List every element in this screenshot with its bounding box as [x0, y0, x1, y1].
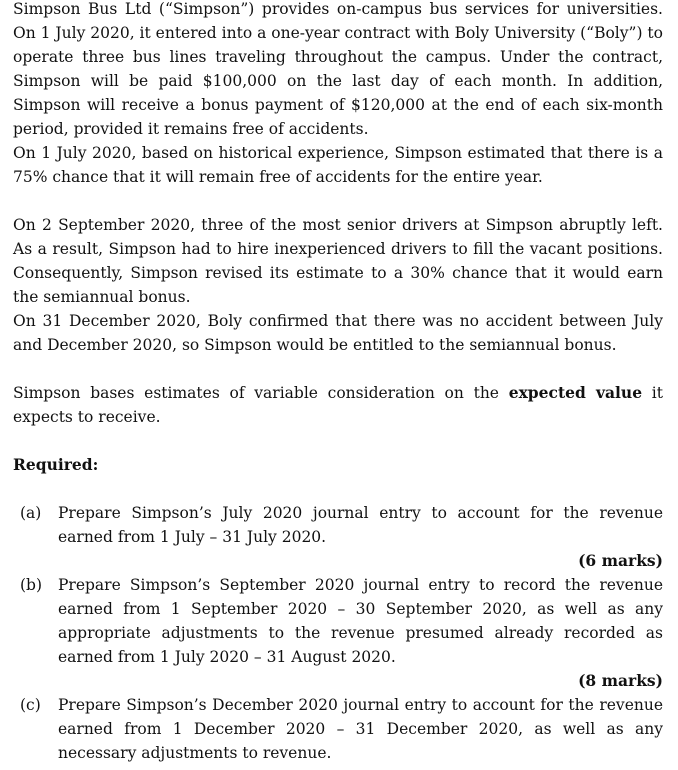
intro-paragraph: Simpson Bus Ltd (“Simpson”) provides on-campus bus services for universities. On 1 July 2020, it entered into a one-year contract with Boly University (“Boly”) to operate three bus lines traveling throughout the campus. Under the contract, Simpson will be paid $100,000 on the last day of each month. In addition, Simpson will receive a bonus payment of $120,000 at the end of each six-month period, provided it remains free of accidents. [13, 0, 663, 138]
question-a-marks: (6 marks) [578, 551, 663, 570]
question-c [13, 693, 663, 765]
expected-value-term: expected value [508, 383, 643, 402]
question-b-marks: (8 marks) [578, 671, 663, 690]
question-text: Prepare Simpson’s July 2020 journal entry to account for the revenue earned from 1 July – 31 July 2020. [58, 504, 663, 546]
expected-value-paragraph [13, 381, 663, 429]
question-text: Prepare Simpson’s September 2020 journal entry to record the revenue earned from 1 September 2020 – 30 September 2020, as well as any appropriate adjustments to the revenue presumed already recorded as earned from 1 July 2020 – 31 August 2020. [58, 576, 663, 666]
question-a [13, 501, 663, 549]
required-heading: Required: [13, 455, 99, 474]
estimate-paragraph: On 1 July 2020, based on historical experience, Simpson estimated that there is a 75% chance that it will remain free of accidents for the entire year. [13, 144, 663, 186]
question-text: Prepare Simpson’s December 2020 journal entry to account for the revenue earned from 1 December 2020 – 31 December 2020, as well as any necessary adjustments to revenue. [58, 696, 663, 762]
drivers-paragraph: On 2 September 2020, three of the most senior drivers at Simpson abruptly left. As a result, Simpson had to hire inexperienced drivers to fill the vacant positions. Consequently, Simpson revised its estimate to a 30% chance that it would earn the semiannual bonus. [13, 216, 663, 306]
question-b [13, 573, 663, 669]
expected-value-text-before: Simpson bases estimates of variable consideration on the [13, 384, 509, 402]
confirmation-paragraph: On 31 December 2020, Boly confirmed that there was no accident between July and December 2020, so Simpson would be entitled to the semiannual bonus. [13, 312, 663, 354]
expected-value-text-after: it expects to receive. [13, 384, 663, 426]
question-label: (b) [20, 576, 43, 594]
question-label: (a) [20, 504, 42, 522]
question-label: (c) [20, 696, 41, 714]
